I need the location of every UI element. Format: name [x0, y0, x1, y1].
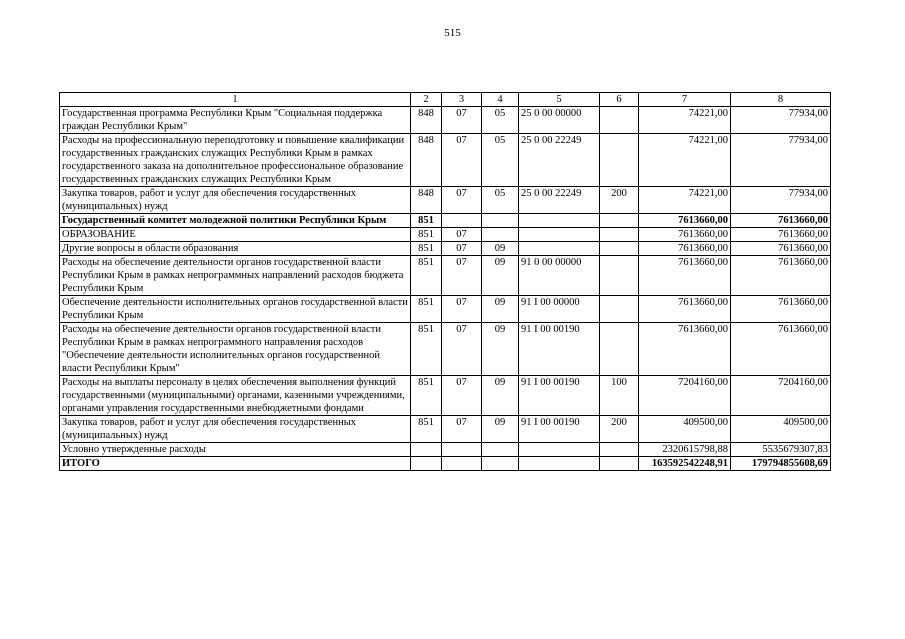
subsection-code-cell: 09	[482, 242, 519, 256]
row-description-cell: Другие вопросы в области образования	[60, 242, 411, 256]
expense-type-cell	[600, 457, 639, 471]
row-description-cell: Расходы на обеспечение деятельности органов государственной власти Республики Крым в рамках непрограммных направлений расходов бюджета Республики Крым	[60, 256, 411, 296]
section-code-cell	[442, 214, 482, 228]
table-row	[60, 323, 831, 376]
section-code-cell: 07	[442, 416, 482, 443]
subsection-code-cell: 05	[482, 134, 519, 187]
expense-type-cell	[600, 228, 639, 242]
row-description-cell: Закупка товаров, работ и услуг для обеспечения государственных (муниципальных) нужд	[60, 416, 411, 443]
row-description-cell: ИТОГО	[60, 457, 411, 471]
ministry-code-cell: 848	[411, 107, 442, 134]
amount-year1-cell: 7613660,00	[639, 228, 731, 242]
ministry-code-cell: 851	[411, 323, 442, 376]
row-description-cell: ОБРАЗОВАНИЕ	[60, 228, 411, 242]
section-code-cell	[442, 457, 482, 471]
table-row	[60, 296, 831, 323]
amount-year1-cell: 74221,00	[639, 107, 731, 134]
target-article-cell	[519, 228, 600, 242]
subsection-code-cell	[482, 457, 519, 471]
header-cell: 8	[731, 93, 831, 107]
table-row	[60, 242, 831, 256]
amount-year1-cell: 7613660,00	[639, 214, 731, 228]
table-row	[60, 457, 831, 471]
target-article-cell: 25 0 00 00000	[519, 107, 600, 134]
target-article-cell: 25 0 00 22249	[519, 187, 600, 214]
expense-type-cell	[600, 242, 639, 256]
target-article-cell	[519, 443, 600, 457]
amount-year1-cell: 7613660,00	[639, 296, 731, 323]
expense-type-cell	[600, 323, 639, 376]
subsection-code-cell: 09	[482, 296, 519, 323]
header-cell: 3	[442, 93, 482, 107]
ministry-code-cell: 848	[411, 187, 442, 214]
table-row	[60, 228, 831, 242]
amount-year1-cell: 2320615798,88	[639, 443, 731, 457]
expense-type-cell	[600, 256, 639, 296]
subsection-code-cell	[482, 443, 519, 457]
target-article-cell	[519, 457, 600, 471]
amount-year2-cell: 7613660,00	[731, 228, 831, 242]
expense-type-cell: 200	[600, 187, 639, 214]
section-code-cell: 07	[442, 107, 482, 134]
target-article-cell	[519, 214, 600, 228]
section-code-cell: 07	[442, 323, 482, 376]
section-code-cell: 07	[442, 376, 482, 416]
section-code-cell: 07	[442, 134, 482, 187]
ministry-code-cell: 851	[411, 242, 442, 256]
row-description-cell: Государственный комитет молодежной политики Республики Крым	[60, 214, 411, 228]
amount-year2-cell: 7204160,00	[731, 376, 831, 416]
ministry-code-cell	[411, 457, 442, 471]
row-description-cell: Расходы на выплаты персоналу в целях обеспечения выполнения функций государственными (муниципальными) органами, казенными учреждениями, органами управления государственными внебюджетными фондами	[60, 376, 411, 416]
target-article-cell: 91 I 00 00190	[519, 416, 600, 443]
amount-year2-cell: 77934,00	[731, 187, 831, 214]
amount-year1-cell: 409500,00	[639, 416, 731, 443]
table-row	[60, 187, 831, 214]
subsection-code-cell: 09	[482, 256, 519, 296]
amount-year2-cell: 7613660,00	[731, 214, 831, 228]
amount-year1-cell: 7613660,00	[639, 323, 731, 376]
subsection-code-cell: 09	[482, 376, 519, 416]
row-description-cell: Закупка товаров, работ и услуг для обеспечения государственных (муниципальных) нужд	[60, 187, 411, 214]
budget-table	[59, 92, 831, 471]
amount-year1-cell: 7613660,00	[639, 256, 731, 296]
expense-type-cell	[600, 134, 639, 187]
section-code-cell	[442, 443, 482, 457]
table-row	[60, 376, 831, 416]
table-row	[60, 416, 831, 443]
section-code-cell: 07	[442, 187, 482, 214]
amount-year1-cell: 163592542248,91	[639, 457, 731, 471]
amount-year2-cell: 77934,00	[731, 134, 831, 187]
subsection-code-cell	[482, 214, 519, 228]
target-article-cell: 91 I 00 00190	[519, 323, 600, 376]
row-description-cell: Условно утвержденные расходы	[60, 443, 411, 457]
ministry-code-cell: 851	[411, 214, 442, 228]
ministry-code-cell: 851	[411, 416, 442, 443]
table-row	[60, 214, 831, 228]
header-cell: 5	[519, 93, 600, 107]
table-row	[60, 134, 831, 187]
subsection-code-cell	[482, 228, 519, 242]
amount-year1-cell: 74221,00	[639, 187, 731, 214]
expense-type-cell	[600, 296, 639, 323]
table-header-row	[60, 93, 831, 107]
table-row	[60, 256, 831, 296]
amount-year2-cell: 7613660,00	[731, 296, 831, 323]
amount-year2-cell: 5535679307,83	[731, 443, 831, 457]
expense-type-cell: 200	[600, 416, 639, 443]
section-code-cell: 07	[442, 228, 482, 242]
amount-year2-cell: 409500,00	[731, 416, 831, 443]
ministry-code-cell: 851	[411, 376, 442, 416]
amount-year2-cell: 7613660,00	[731, 323, 831, 376]
page-number: 515	[444, 27, 461, 39]
section-code-cell: 07	[442, 296, 482, 323]
subsection-code-cell: 05	[482, 107, 519, 134]
ministry-code-cell: 851	[411, 228, 442, 242]
expense-type-cell	[600, 443, 639, 457]
amount-year2-cell: 7613660,00	[731, 242, 831, 256]
target-article-cell: 91 0 00 00000	[519, 256, 600, 296]
row-description-cell: Расходы на профессиональную переподготовку и повышение квалификации государственных гражданских служащих Республики Крым в рамках государственного заказа на дополнительное профессиональное образование государственных гражданских служащих Республики Крым	[60, 134, 411, 187]
header-cell: 4	[482, 93, 519, 107]
header-cell: 6	[600, 93, 639, 107]
expense-type-cell: 100	[600, 376, 639, 416]
amount-year2-cell: 7613660,00	[731, 256, 831, 296]
target-article-cell: 25 0 00 22249	[519, 134, 600, 187]
amount-year2-cell: 179794855608,69	[731, 457, 831, 471]
amount-year1-cell: 7204160,00	[639, 376, 731, 416]
target-article-cell: 91 I 00 00190	[519, 376, 600, 416]
subsection-code-cell: 09	[482, 416, 519, 443]
table-row	[60, 107, 831, 134]
row-description-cell: Государственная программа Республики Крым "Социальная поддержка граждан Республики Крым"	[60, 107, 411, 134]
amount-year1-cell: 74221,00	[639, 134, 731, 187]
header-cell: 7	[639, 93, 731, 107]
header-cell: 2	[411, 93, 442, 107]
expense-type-cell	[600, 107, 639, 134]
ministry-code-cell: 851	[411, 256, 442, 296]
expense-type-cell	[600, 214, 639, 228]
ministry-code-cell: 848	[411, 134, 442, 187]
target-article-cell	[519, 242, 600, 256]
subsection-code-cell: 09	[482, 323, 519, 376]
header-cell: 1	[60, 93, 411, 107]
amount-year1-cell: 7613660,00	[639, 242, 731, 256]
target-article-cell: 91 I 00 00000	[519, 296, 600, 323]
table-row	[60, 443, 831, 457]
section-code-cell: 07	[442, 256, 482, 296]
row-description-cell: Расходы на обеспечение деятельности органов государственной власти Республики Крым в рамках непрограммного направления расходов "Обеспечение деятельности исполнительных органов государственной власти Республики Крым"	[60, 323, 411, 376]
ministry-code-cell: 851	[411, 296, 442, 323]
subsection-code-cell: 05	[482, 187, 519, 214]
amount-year2-cell: 77934,00	[731, 107, 831, 134]
ministry-code-cell	[411, 443, 442, 457]
row-description-cell: Обеспечение деятельности исполнительных органов государственной власти Республики Крым	[60, 296, 411, 323]
section-code-cell: 07	[442, 242, 482, 256]
